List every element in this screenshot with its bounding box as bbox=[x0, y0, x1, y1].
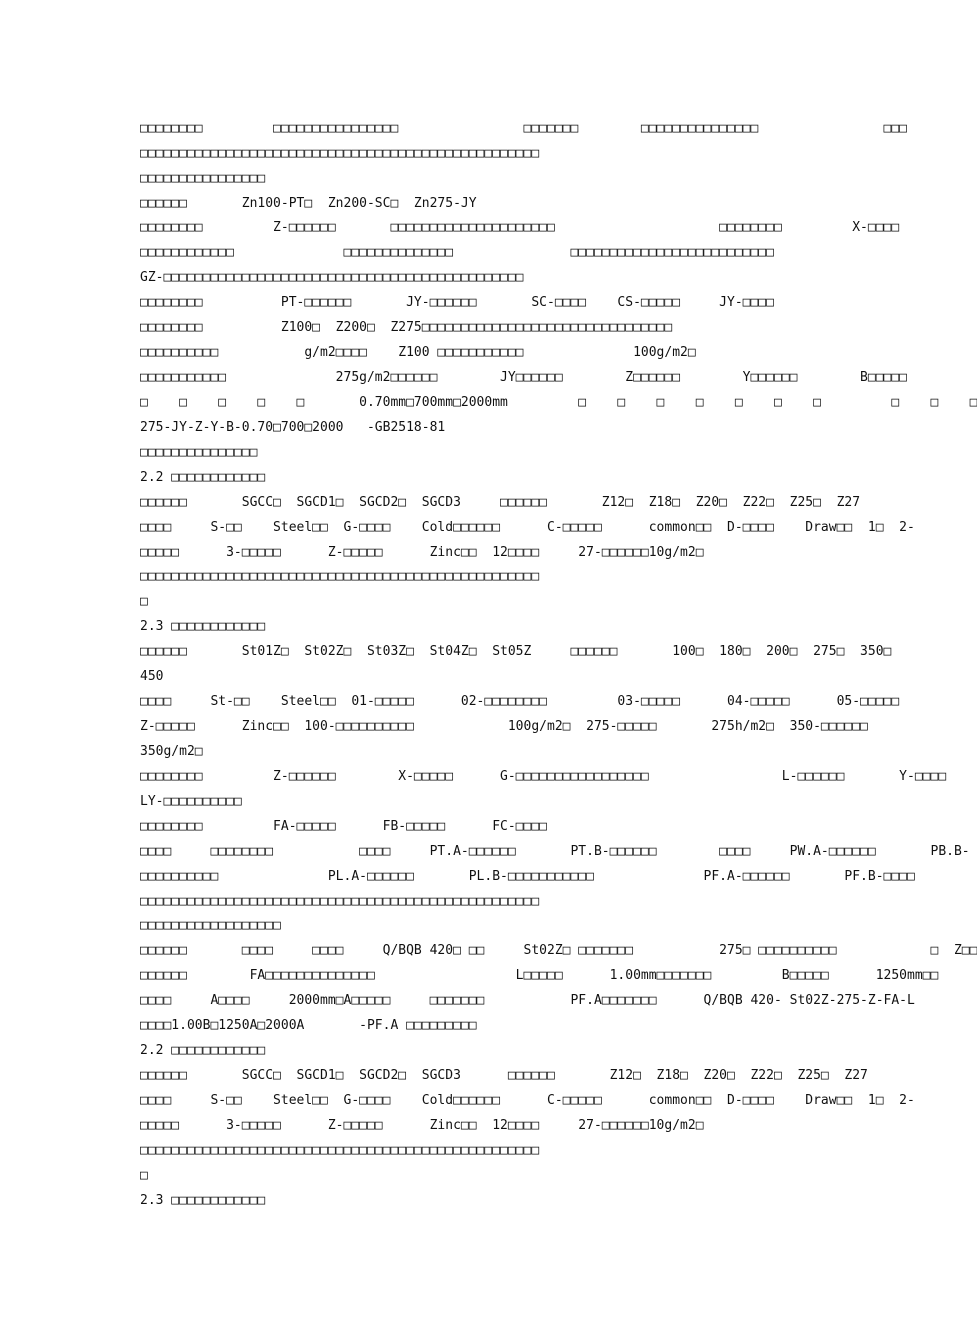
text-line-6: □□□□□□□□□□□□ □□□□□□□□□□□□□□ □□□□□□□□□□□□□□□□□□□□□□□□□□ bbox=[140, 245, 774, 260]
text-line-18: □□□□□ 3-□□□□□ Z-□□□□□ Zinc□□ 12□□□□ 27-□□□□□□10g/m2□ bbox=[140, 545, 704, 560]
text-line-35: □□□□□□ FA□□□□□□□□□□□□□□ L□□□□□ 1.00mm□□□□□□□ B□□□□□ 1250mm□□ bbox=[140, 968, 939, 983]
text-line-8: □□□□□□□□ PT-□□□□□□ JY-□□□□□□ SC-□□□□ CS-□□□□□ JY-□□□□ bbox=[140, 295, 774, 310]
text-line-5: □□□□□□□□ Z-□□□□□□ □□□□□□□□□□□□□□□□□□□□□ □□□□□□□□ X-□□□□ bbox=[140, 220, 900, 235]
text-line-7: GZ-□□□□□□□□□□□□□□□□□□□□□□□□□□□□□□□□□□□□□□□□□□□□□□ bbox=[140, 270, 524, 285]
section-heading-2-3-repeat: 2.3 □□□□□□□□□□□□ bbox=[140, 1193, 266, 1208]
text-line-2: □□□□□□□□□□□□□□□□□□□□□□□□□□□□□□□□□□□□□□□□□□□□□□□□□□□ bbox=[140, 146, 540, 161]
text-line-31: □□□□□□□□□□ PL.A-□□□□□□ PL.B-□□□□□□□□□□□ PF.A-□□□□□□ PF.B-□□□□ bbox=[140, 869, 915, 884]
text-line-33: □□□□□□□□□□□□□□□□□□ bbox=[140, 918, 281, 933]
text-line-28: LY-□□□□□□□□□□ bbox=[140, 794, 242, 809]
text-line-10: □□□□□□□□□□ g/m2□□□□ Z100 □□□□□□□□□□□ 100g/m2□ bbox=[140, 345, 696, 360]
text-line-17: □□□□ S-□□ Steel□□ G-□□□□ Cold□□□□□□ C-□□□□□ common□□ D-□□□□ Draw□□ 1□ 2- bbox=[140, 520, 915, 535]
text-line-23: 450 bbox=[140, 669, 164, 684]
text-line-39: □□□□□□ SGCC□ SGCD1□ SGCD2□ SGCD3 □□□□□□ Z12□ Z18□ Z20□ Z22□ Z25□ Z27 bbox=[140, 1068, 868, 1083]
text-line-13: 275-JY-Z-Y-B-0.70□700□2000 -GB2518-81 bbox=[140, 420, 446, 435]
section-heading-2-3: 2.3 □□□□□□□□□□□□ bbox=[140, 619, 266, 634]
text-line-19: □□□□□□□□□□□□□□□□□□□□□□□□□□□□□□□□□□□□□□□□□□□□□□□□□□□ bbox=[140, 569, 540, 584]
text-line-41: □□□□□ 3-□□□□□ Z-□□□□□ Zinc□□ 12□□□□ 27-□□□□□□10g/m2□ bbox=[140, 1118, 704, 1133]
text-line-12: □ □ □ □ □ 0.70mm□700mm□2000mm □ □ □ □ □ □ □ □ □ □ bbox=[140, 395, 977, 410]
text-line-37: □□□□1.00B□1250A□2000A -PF.A □□□□□□□□□ bbox=[140, 1018, 477, 1033]
text-line-34: □□□□□□ □□□□ □□□□ Q/BQB 420□ □□ St02Z□ □□□□□□□ 275□ □□□□□□□□□□ □ Z□□ bbox=[140, 943, 977, 958]
text-line-30: □□□□ □□□□□□□□ □□□□ PT.A-□□□□□□ PT.B-□□□□□□ □□□□ PW.A-□□□□□□ PB.B- bbox=[140, 844, 970, 859]
text-line-29: □□□□□□□□ FA-□□□□□ FB-□□□□□ FC-□□□□ bbox=[140, 819, 547, 834]
text-line-22: □□□□□□ St01Z□ St02Z□ St03Z□ St04Z□ St05Z □□□□□□ 100□ 180□ 200□ 275□ 350□ bbox=[140, 644, 892, 659]
text-line-40: □□□□ S-□□ Steel□□ G-□□□□ Cold□□□□□□ C-□□□□□ common□□ D-□□□□ Draw□□ 1□ 2- bbox=[140, 1093, 915, 1108]
text-line-26: 350g/m2□ bbox=[140, 744, 203, 759]
text-line-36: □□□□ A□□□□ 2000mm□A□□□□□ □□□□□□□ PF.A□□□□□□□ Q/BQB 420- St02Z-275-Z-FA-L bbox=[140, 993, 915, 1008]
section-heading-2-2: 2.2 □□□□□□□□□□□□ bbox=[140, 470, 266, 485]
text-line-43: □ bbox=[140, 1168, 148, 1183]
text-line-32: □□□□□□□□□□□□□□□□□□□□□□□□□□□□□□□□□□□□□□□□□□□□□□□□□□□ bbox=[140, 894, 540, 909]
text-line-11: □□□□□□□□□□□ 275g/m2□□□□□□ JY□□□□□□ Z□□□□□□ Y□□□□□□ B□□□□□ bbox=[140, 370, 908, 385]
text-line-4: □□□□□□ Zn100-PT□ Zn200-SC□ Zn275-JY bbox=[140, 196, 477, 211]
section-heading-2-2-repeat: 2.2 □□□□□□□□□□□□ bbox=[140, 1043, 266, 1058]
text-line-42: □□□□□□□□□□□□□□□□□□□□□□□□□□□□□□□□□□□□□□□□□□□□□□□□□□□ bbox=[140, 1143, 540, 1158]
text-line-9: □□□□□□□□ Z100□ Z200□ Z275□□□□□□□□□□□□□□□□□□□□□□□□□□□□□□□□ bbox=[140, 320, 673, 335]
text-line-14: □□□□□□□□□□□□□□□ bbox=[140, 445, 258, 460]
text-line-3: □□□□□□□□□□□□□□□□ bbox=[140, 171, 266, 186]
text-line-1: □□□□□□□□ □□□□□□□□□□□□□□□□ □□□□□□□ □□□□□□□□□□□□□□□ □□□ bbox=[140, 121, 908, 136]
text-line-24: □□□□ St-□□ Steel□□ 01-□□□□□ 02-□□□□□□□□ 03-□□□□□ 04-□□□□□ 05-□□□□□ bbox=[140, 694, 900, 709]
text-line-25: Z-□□□□□ Zinc□□ 100-□□□□□□□□□□ 100g/m2□ 275-□□□□□ 275h/m2□ 350-□□□□□□ bbox=[140, 719, 868, 734]
text-line-27: □□□□□□□□ Z-□□□□□□ X-□□□□□ G-□□□□□□□□□□□□□□□□□ L-□□□□□□ Y-□□□□ bbox=[140, 769, 947, 784]
text-line-20: □ bbox=[140, 594, 148, 609]
text-line-16: □□□□□□ SGCC□ SGCD1□ SGCD2□ SGCD3 □□□□□□ Z12□ Z18□ Z20□ Z22□ Z25□ Z27 bbox=[140, 495, 861, 510]
